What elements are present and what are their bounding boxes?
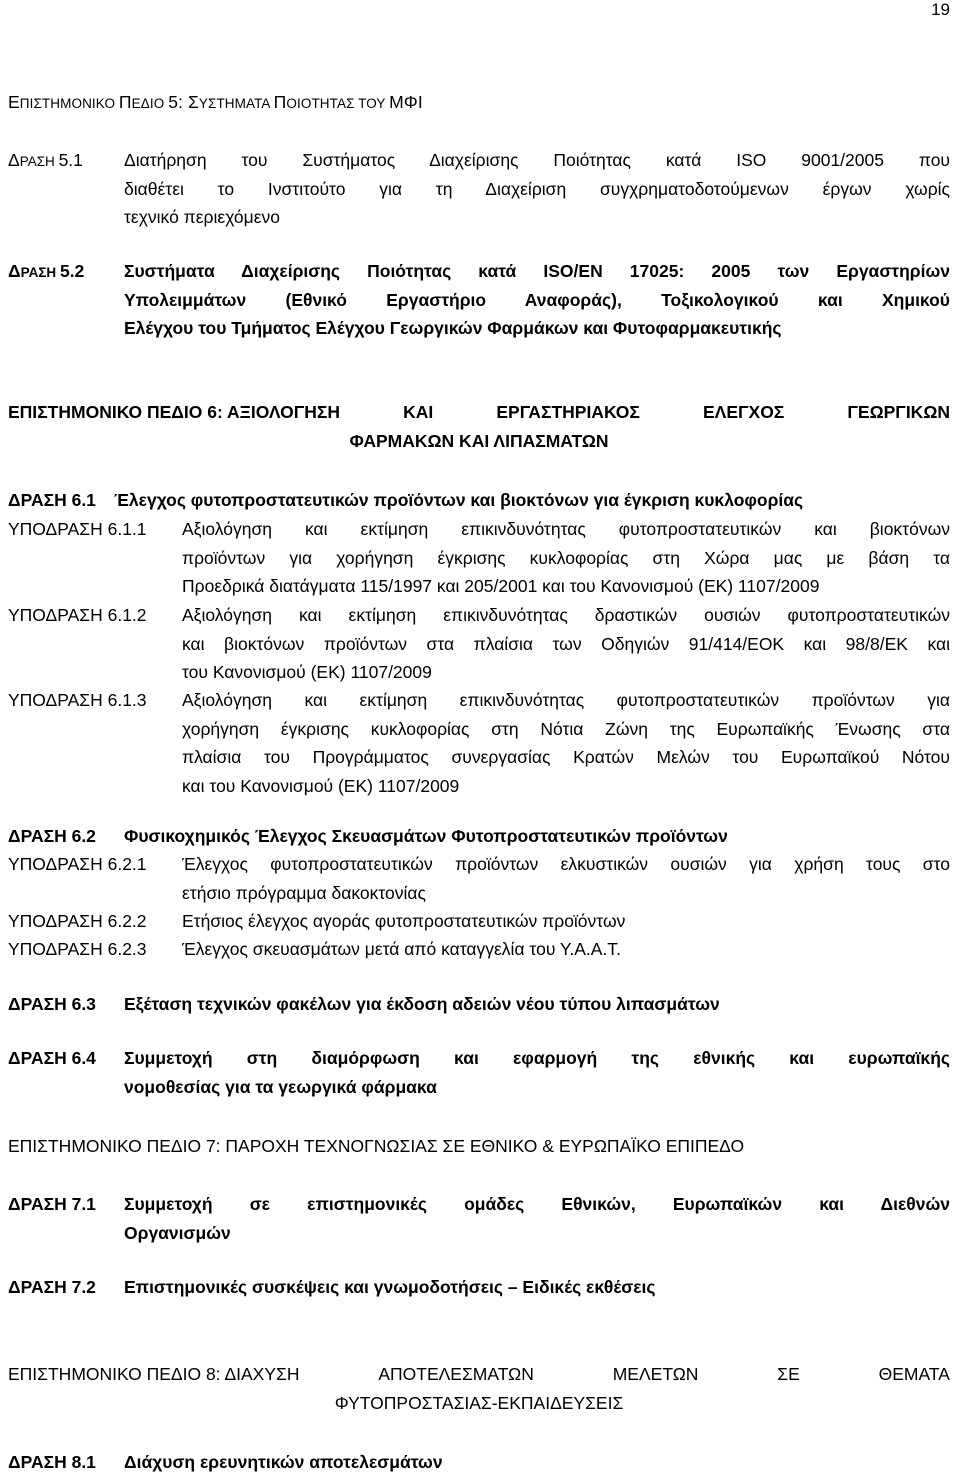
action-text: Συμμετοχή σε επιστημονικές ομάδες Εθνικών, Ευρωπαϊκών και Διεθνών Οργανισμών [124,1194,950,1243]
field7-title: ΕΠΙΣΤΗΜΟΝΙΚΟ ΠΕΔΙΟ 7: ΠΑΡΟΧΗ ΤΕΧΝΟΓΝΩΣΙΑΣ ΣΕ ΕΘΝΙΚΟ & ΕΥΡΩΠΑΪΚΟ ΕΠΙΠΕΔΟ [8,1136,745,1156]
subaction-6-2-1: ΥΠΟΔΡΑΣΗ 6.2.1 Έλεγχος φυτοπροστατευτικών προϊόντων ελκυστικών ουσιών για χρήση τους στο ετήσιο πρόγραμμα δακοκτονίας [8,850,950,907]
subaction-6-1-2: ΥΠΟΔΡΑΣΗ 6.1.2 Αξιολόγηση και εκτίμηση επικινδυνότητας δραστικών ουσιών φυτοπροστατευτικών και βιοκτόνων προϊόντων στα πλαίσια των Οδηγιών 91/414/ΕΟΚ και 98/8/ΕΚ και του Κανονισμού (ΕΚ) 1107/2009 [8,601,950,687]
action-6-2: ΔΡΑΣΗ 6.2 Φυσικοχημικός Έλεγχος Σκευασμάτων Φυτοπροστατευτικών προϊόντων [8,826,728,846]
action-text: Συμμετοχή στη διαμόρφωση και εφαρμογή της εθνικής και ευρωπαϊκής νομοθεσίας για τα γεωργικά φάρμακα [124,1048,950,1097]
action-text: Συστήματα Διαχείρισης Ποιότητας κατά ISO/EN 17025: 2005 των Εργαστηρίων Υπολειμμάτων (Εθνικό Εργαστήριο Αναφοράς), Τοξικολογικού και Χημικού Ελέγχου του Τμήματος Ελέγχου Γεωργικών Φαρμάκων και Φυτοφαρμακευτικής [124,261,950,338]
subaction-6-1-3: ΥΠΟΔΡΑΣΗ 6.1.3 Αξιολόγηση και εκτίμηση επικινδυνότητας φυτοπροστατευτικών προϊόντων για χορήγηση έγκρισης κυκλοφορίας στη Νότια Ζώνη της Ευρωπαϊκής Ένωσης στα πλαίσια του Προγράμματος συνεργασίας Κρατών Μελών του Ευρωπαϊκού Νότου και του Κανονισμού (ΕΚ) 1107/2009 [8,686,950,800]
action-7-1: ΔΡΑΣΗ 7.1 Συμμετοχή σε επιστημονικές ομάδες Εθνικών, Ευρωπαϊκών και Διεθνών Οργανισμών [8,1190,950,1247]
action-8-1: ΔΡΑΣΗ 8.1 Διάχυση ερευνητικών αποτελεσμάτων [8,1452,443,1472]
subaction-text: Αξιολόγηση και εκτίμηση επικινδυνότητας φυτοπροστατευτικών προϊόντων για χορήγηση έγκρισης κυκλοφορίας στη Νότια Ζώνη της Ευρωπαϊκής Ένωσης στα πλαίσια του Προγράμματος συνεργασίας Κρατών Μελών του Ευρωπαϊκού Νότου και του Κανονισμού (ΕΚ) 1107/2009 [182,690,950,796]
action-7-2: ΔΡΑΣΗ 7.2 Επιστημονικές συσκέψεις και γνωμοδοτήσεις – Ειδικές εκθέσεις [8,1277,656,1297]
subaction-text: Αξιολόγηση και εκτίμηση επικινδυνότητας φυτοπροστατευτικών και βιοκτόνων προϊόντων για χορήγηση έγκρισης κυκλοφορίας στη Χώρα μας με βάση τα Προεδρικά διατάγματα 115/1997 και 205/2001 και του Κανονισμού (ΕΚ) 1107/2009 [182,519,950,596]
action-6-4: ΔΡΑΣΗ 6.4 Συμμετοχή στη διαμόρφωση και εφαρμογή της εθνικής και ευρωπαϊκής νομοθεσίας για τα γεωργικά φάρμακα [8,1044,950,1101]
subaction-text: Έλεγχος φυτοπροστατευτικών προϊόντων ελκυστικών ουσιών για χρήση τους στο ετήσιο πρόγραμμα δακοκτονίας [182,854,950,903]
action-label: ΔΡΑΣΗ 5.1 [8,150,83,170]
subaction-6-2-2: ΥΠΟΔΡΑΣΗ 6.2.2 Ετήσιος έλεγχος αγοράς φυτοπροστατευτικών προϊόντων [8,911,626,931]
field5-title: ΕΠΙΣΤΗΜΟΝΙΚΟ ΠΕΔΙΟ 5: ΣΥΣΤΗΜΑΤΑ ΠΟΙΟΤΗΤΑΣ ΤΟΥ ΜΦΙ [8,92,423,112]
action-6-1: ΔΡΑΣΗ 6.1 Έλεγχος φυτοπροστατευτικών προϊόντων και βιοκτόνων για έγκριση κυκλοφορίας [8,490,804,510]
subaction-text: Αξιολόγηση και εκτίμηση επικινδυνότητας δραστικών ουσιών φυτοπροστατευτικών και βιοκτόνων προϊόντων στα πλαίσια των Οδηγιών 91/414/ΕΟΚ και 98/8/ΕΚ και του Κανονισμού (ΕΚ) 1107/2009 [182,605,950,682]
action-label: ΔΡΑΣΗ 5.2 [8,261,85,281]
action-text: Διατήρηση του Συστήματος Διαχείρισης Ποιότητας κατά ISO 9001/2005 που διαθέτει το Ινστιτούτο για τη Διαχείριση συγχρηματοδοτούμενων έργων χωρίς τεχνικό περιεχόμενο [124,150,950,227]
field8-title: ΕΠΙΣΤΗΜΟΝΙΚΟ ΠΕΔΙΟ 8: ΔΙΑΧΥΣΗ ΑΠΟΤΕΛΕΣΜΑΤΩΝ ΜΕΛΕΤΩΝ ΣΕ ΘΕΜΑΤΑ ΦΥΤΟΠΡΟΣΤΑΣΙΑΣ-ΕΚΠΑΙΔΕΥΣΕΙΣ [8,1364,950,1413]
field6-title: ΕΠΙΣΤΗΜΟΝΙΚΟ ΠΕΔΙΟ 6: ΑΞΙΟΛΟΓΗΣΗ ΚΑΙ ΕΡΓΑΣΤΗΡΙΑΚΟΣ ΕΛΕΓΧΟΣ ΓΕΩΡΓΙΚΩΝ ΦΑΡΜΑΚΩΝ ΚΑΙ ΛΙΠΑΣΜΑΤΩΝ [8,402,950,451]
action-6-3: ΔΡΑΣΗ 6.3 Εξέταση τεχνικών φακέλων για έκδοση αδειών νέου τύπου λιπασμάτων [8,994,720,1014]
page-number: 19 [931,0,950,19]
subaction-6-2-3: ΥΠΟΔΡΑΣΗ 6.2.3 Έλεγχος σκευασμάτων μετά από καταγγελία του Υ.Α.Α.Τ. [8,939,621,959]
action-5-2 [8,257,950,343]
action-5-1 [8,146,950,232]
subaction-6-1-1: ΥΠΟΔΡΑΣΗ 6.1.1 Αξιολόγηση και εκτίμηση επικινδυνότητας φυτοπροστατευτικών και βιοκτόνων προϊόντων για χορήγηση έγκρισης κυκλοφορίας στη Χώρα μας με βάση τα Προεδρικά διατάγματα 115/1997 και 205/2001 και του Κανονισμού (ΕΚ) 1107/2009 [8,515,950,601]
